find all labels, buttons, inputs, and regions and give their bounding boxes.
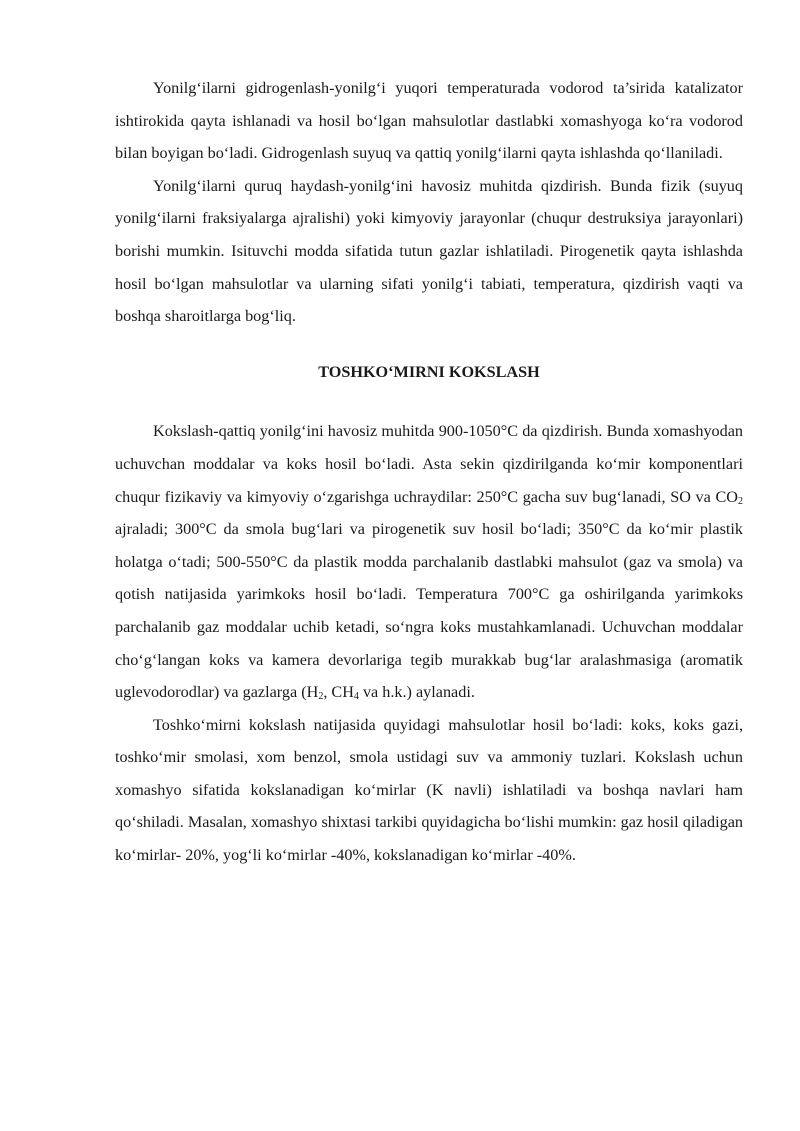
subscript-ch4: 4 [353,691,359,703]
paragraph-coking-products: Toshko‘mirni kokslash natijasida quyidagi mahsulotlar hosil bo‘ladi: koks, koks gazi, toshko‘mir smolasi, xom benzol, smola ustidagi suv va ammoniy tuzlari. Kokslash uchun xomashyo sifatida kokslanadigan ko‘mirlar (K navli) ishlatiladi va boshqa navlari ham qo‘shiladi. Masalan, xomashyo shixtasi tarkibi quyidagicha bo‘lishi mumkin: gaz hosil qiladigan ko‘mirlar- 20%, yog‘li ko‘mirlar -40%, kokslanadigan ko‘mirlar -40%. [115,715,743,865]
coking-text-part2: ajraladi; 300°C da smola bug‘lari va pirogenetik suv hosil bo‘ladi; 350°C da ko‘mir plastik holatga o‘tadi; 500-550°C da plastik modda parchalanib dastlabki mahsulot (gaz va smola) va qotish natijasida yarimkoks hosil bo‘ladi. Temperatura 700°C ga oshirilganda yarimkoks parchalanib gaz moddalar uchib ketadi, so‘ngra koks mustahkamlanadi. Uchuvchan moddalar cho‘g‘langan koks va kamera devorlariga tegib murakkab bug‘lar aralashmasiga (aromatik uglevodorodlar) va gazlarga (H [115,520,743,702]
paragraph-hydrogenation: Yonilg‘ilarni gidrogenlash-yonilg‘i yuqori temperaturada vodorod ta’sirida katalizator ishtirokida qayta ishlanadi va hosil bo‘lgan mahsulotlar dastlabki xomashyoga ko‘ra vodorod bilan boyigan bo‘ladi. Gidrogenlash suyuq va qattiq yonilg‘ilarni qayta ishlashda qo‘llaniladi. [115,79,743,163]
coking-text-part3: , CH [323,683,354,702]
paragraph-dry-distillation: Yonilg‘ilarni quruq haydash-yonilg‘ini havosiz muhitda qizdirish. Bunda fizik (suyuq yonilg‘ilarni fraksiyalarga ajralishi) yoki kimyoviy jarayonlar (chuqur destruksiya jarayonlari) borishi mumkin. Isituvchi modda sifatida tutun gazlar ishlatiladi. Pirogenetik qayta ishlashda hosil bo‘lgan mahsulotlar va ularning sifati yonilg‘i tabiati, temperatura, qizdirish vaqti va boshqa sharoitlarga bog‘liq. [115,176,743,326]
coking-text-part1: Kokslash-qattiq yonilg‘ini havosiz muhitda 900-1050°C da qizdirish. Bunda xomashyodan uchuvchan moddalar va koks hosil bo‘ladi. Asta sekin qizdirilganda ko‘mir komponentlari chuqur fizikaviy va kimyoviy o‘zgarishga uchraydilar: 250°C gacha suv bug‘lanadi, SO va CO [115,422,743,506]
coking-text-part4: va h.k.) aylanadi. [358,683,475,702]
section-heading: TOSHKO‘MIRNI KOKSLASH [318,362,540,381]
document-page [115,72,743,872]
subscript-co2: 2 [738,495,743,507]
subscript-h2: 2 [318,691,324,703]
paragraph-coking-process [115,415,743,708]
